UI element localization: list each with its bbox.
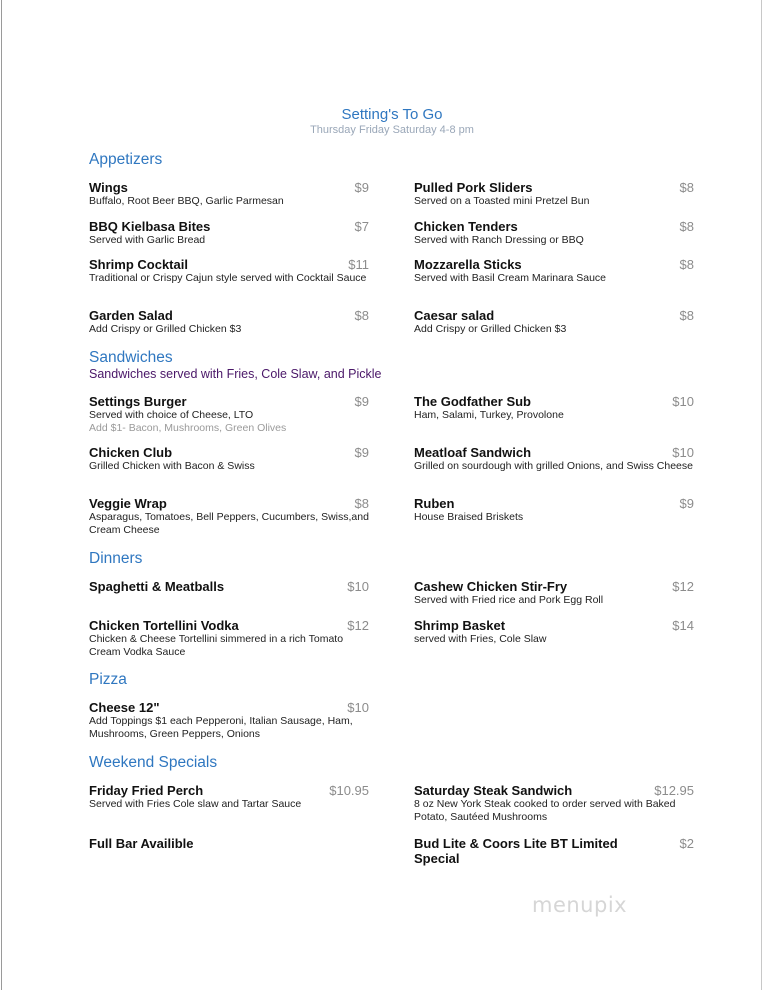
section-note-sandwiches: Sandwiches served with Fries, Cole Slaw, and Pickle (89, 367, 382, 381)
item-price: $2 (679, 836, 694, 851)
item-price: $8 (679, 219, 694, 234)
section-heading-pizza: Pizza (89, 671, 127, 688)
item-name: Chicken Club (89, 445, 173, 460)
item-price: $14 (672, 618, 694, 633)
menu-item (89, 618, 369, 659)
item-price: $10.95 (329, 783, 369, 798)
item-description: Traditional or Crispy Cajun style served with Cocktail Sauce (89, 272, 367, 284)
item-price: $8 (679, 180, 694, 195)
item-description: served with Fries, Cole Slaw (414, 633, 547, 645)
menu-item (414, 783, 694, 824)
item-name: The Godfather Sub (414, 394, 531, 409)
item-price: $9 (354, 394, 369, 409)
item-name: Bud Lite & Coors Lite BT Limited Special (414, 836, 618, 866)
item-name: Settings Burger (89, 394, 187, 409)
item-description: Buffalo, Root Beer BBQ, Garlic Parmesan (89, 195, 284, 207)
item-name: Chicken Tortellini Vodka (89, 618, 239, 633)
page-edge-right (761, 0, 762, 990)
item-name: Shrimp Basket (414, 618, 506, 633)
item-name: Garden Salad (89, 308, 173, 323)
menu-item (414, 308, 694, 336)
menu-item (414, 496, 694, 524)
menu-item (89, 257, 369, 285)
item-name: Veggie Wrap (89, 496, 167, 511)
menu-item (414, 445, 694, 473)
item-name: Caesar salad (414, 308, 495, 323)
item-description: Add Crispy or Grilled Chicken $3 (414, 323, 567, 335)
item-name: Ruben (414, 496, 455, 511)
item-description: Served with Ranch Dressing or BBQ (414, 234, 584, 246)
menu-item (89, 496, 369, 537)
item-price: $8 (679, 308, 694, 323)
item-name: Friday Fried Perch (89, 783, 204, 798)
item-description: Asparagus, Tomatoes, Bell Peppers, Cucumbers, Swiss,and Cream Cheese (89, 511, 369, 536)
menu-item (89, 445, 369, 473)
item-price: $10 (347, 700, 369, 715)
item-price: $12 (672, 579, 694, 594)
item-description: Add Toppings $1 each Pepperoni, Italian Sausage, Ham, Mushrooms, Green Peppers, Onions (89, 715, 353, 740)
item-name: Saturday Steak Sandwich (414, 783, 573, 798)
menu-item (414, 257, 694, 285)
menu-item (414, 394, 694, 422)
item-name: Wings (89, 180, 128, 195)
item-price: $11 (348, 257, 369, 272)
item-price: $12.95 (654, 783, 694, 798)
section-heading-weekend-specials: Weekend Specials (89, 754, 218, 771)
item-name: Meatloaf Sandwich (414, 445, 532, 460)
item-description: Served with Fries Cole slaw and Tartar Sauce (89, 798, 302, 810)
item-name: Full Bar Availible (89, 836, 194, 851)
item-addon: Add $1- Bacon, Mushrooms, Green Olives (89, 422, 287, 434)
item-price: $9 (679, 496, 694, 511)
item-description: Served with Garlic Bread (89, 234, 206, 246)
item-name: Cashew Chicken Stir-Fry (414, 579, 568, 594)
menu-item (89, 836, 369, 851)
item-name: Cheese 12" (89, 700, 160, 715)
section-heading-sandwiches: Sandwiches (89, 349, 173, 366)
item-price: $8 (354, 308, 369, 323)
section-heading-dinners: Dinners (89, 550, 143, 567)
menu-title: Setting's To Go (341, 106, 443, 123)
item-price: $10 (672, 445, 694, 460)
item-description: Grilled on sourdough with grilled Onions, and Swiss Cheese (414, 460, 693, 472)
item-name: Spaghetti & Meatballs (89, 579, 225, 594)
item-name: BBQ Kielbasa Bites (89, 219, 211, 234)
item-price: $9 (354, 180, 369, 195)
menu-item (89, 308, 369, 336)
item-price: $10 (347, 579, 369, 594)
item-name: Shrimp Cocktail (89, 257, 188, 272)
menu-hours: Thursday Friday Saturday 4-8 pm (310, 124, 474, 136)
item-description: Served with Fried rice and Pork Egg Roll (414, 594, 604, 606)
item-name: Mozzarella Sticks (414, 257, 522, 272)
menu-item (414, 836, 694, 866)
page-edge-left (1, 0, 2, 990)
item-description: Ham, Salami, Turkey, Provolone (414, 409, 564, 421)
item-description: Served with Basil Cream Marinara Sauce (414, 272, 606, 284)
menu-item (414, 180, 694, 208)
item-name: Pulled Pork Sliders (414, 180, 533, 195)
item-description: House Braised Briskets (414, 511, 524, 523)
item-description: Served with choice of Cheese, LTO (89, 409, 254, 421)
item-price: $7 (354, 219, 369, 234)
item-price: $12 (347, 618, 369, 633)
menu-item (89, 579, 369, 594)
item-description: Served on a Toasted mini Pretzel Bun (414, 195, 590, 207)
item-description: Grilled Chicken with Bacon & Swiss (89, 460, 255, 472)
item-price: $8 (679, 257, 694, 272)
menu-item (89, 219, 369, 247)
menu-item (89, 700, 369, 741)
item-price: $9 (354, 445, 369, 460)
watermark-logo: menupix (532, 893, 628, 917)
menu-item (89, 783, 369, 811)
menu-item (414, 219, 694, 247)
menu-item (89, 394, 369, 435)
item-name: Chicken Tenders (414, 219, 518, 234)
menu-item (414, 618, 694, 646)
menu-item (89, 180, 369, 208)
item-description: Chicken & Cheese Tortellini simmered in a rich Tomato Cream Vodka Sauce (89, 633, 344, 658)
menu-item (414, 579, 694, 607)
section-heading-appetizers: Appetizers (89, 151, 163, 168)
item-price: $8 (354, 496, 369, 511)
item-description: 8 oz New York Steak cooked to order served with Baked Potato, Sautéed Mushrooms (414, 798, 676, 823)
item-description: Add Crispy or Grilled Chicken $3 (89, 323, 242, 335)
item-price: $10 (672, 394, 694, 409)
